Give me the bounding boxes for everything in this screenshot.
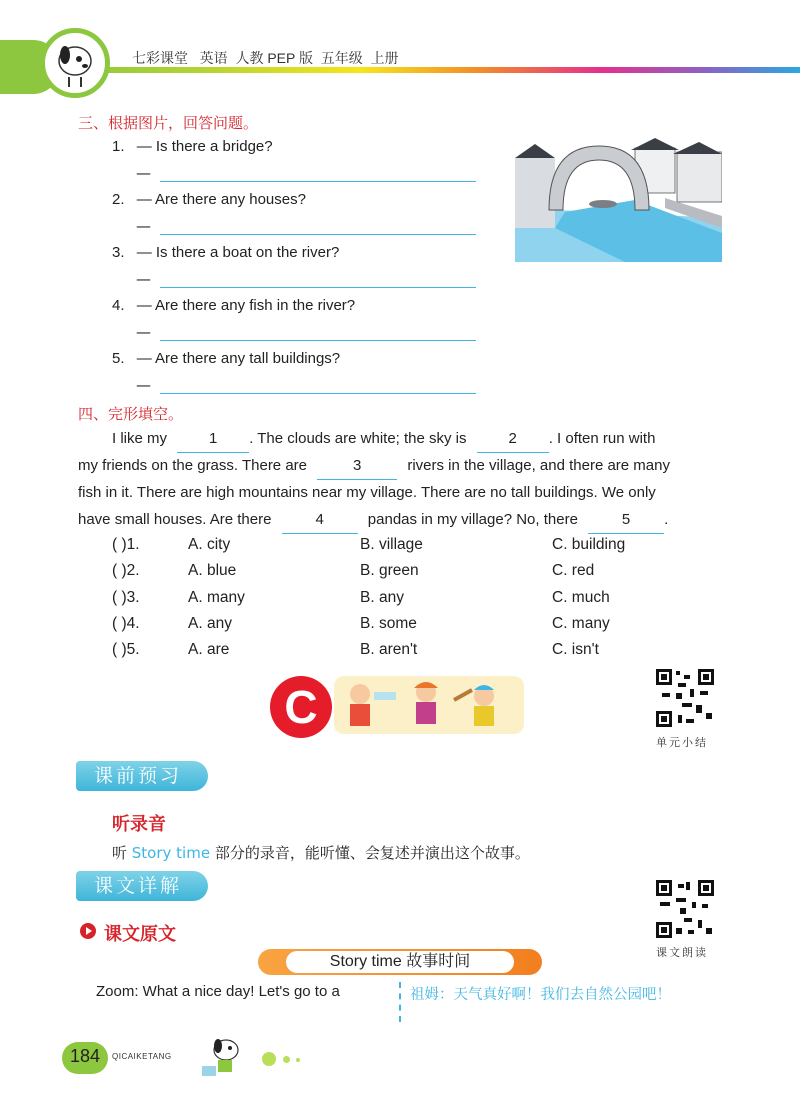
question-3 [112,244,339,261]
option-paren-3[interactable]: ( )3. [112,589,140,606]
option-a: A. any [188,615,232,632]
question-number: 4. [112,297,125,314]
option-c: C. red [552,562,595,579]
story-time-highlight: Story time [131,844,211,862]
qr-caption-unit-summary: 单元小结 [656,736,708,749]
answer-dash: — [136,217,151,235]
kids-illustration [334,676,524,734]
cloze-blank-2[interactable]: 2 [477,425,549,453]
cloze-paragraph-line-1 [112,425,655,453]
story-line-english: Zoom: What a nice day! Let's go to a [96,983,340,1000]
footer-dot-medium [283,1056,290,1063]
cloze-paragraph-line-4 [78,506,668,534]
answer-dash: — [136,270,151,288]
bridge-village-illustration [515,138,722,262]
answer-line-4[interactable] [160,340,476,341]
dog-mascot-icon [198,1036,248,1080]
question-text: — Is there a boat on the river? [136,244,340,261]
option-a: A. city [188,536,231,553]
question-2 [112,191,306,208]
explain-tag: 课文详解 [76,871,208,901]
cloze-blank-3[interactable]: 3 [317,452,397,480]
page-number: 184 [69,1046,101,1066]
option-paren-1[interactable]: ( )1. [112,536,140,553]
cloze-blank-5[interactable]: 5 [588,506,664,534]
section4-title: 四、完形填空。 [78,405,184,423]
cloze-text: . I often run with [548,430,656,447]
header-rainbow-bar [0,67,800,73]
answer-dash: — [136,376,151,394]
divider-dashed [399,982,401,1022]
story-line-chinese: 祖姆：天气真好啊！我们去自然公园吧！ [410,987,671,1003]
footer-brand: QICAIKETANG [112,1052,172,1061]
cloze-text: I like my [112,430,168,447]
option-b: B. aren't [360,641,418,658]
option-paren-5[interactable]: ( )5. [112,641,140,658]
cloze-blank-4[interactable]: 4 [282,506,358,534]
footer-mascot [198,1036,248,1080]
preview-text: 部分的录音，能听懂、会复述并演出这个故事。 [210,844,530,862]
part-c-letter: C [284,681,318,733]
option-a: A. are [188,641,230,658]
qr-code-text-reading[interactable] [656,880,714,938]
option-c: C. many [552,615,610,632]
footer-dot-small [296,1058,300,1062]
qr-code-icon [656,880,714,938]
cloze-blank-1[interactable]: 1 [177,425,249,453]
answer-line-5[interactable] [160,393,476,394]
question-1 [112,138,273,155]
option-a: A. blue [188,562,237,579]
dog-mascot-icon [45,33,105,93]
option-b: B. village [360,536,423,553]
story-banner-label: Story time 故事时间 [286,951,514,973]
cloze-text: rivers in the village, and there are many [407,457,670,474]
answer-dash: — [136,164,151,182]
explain-heading: 课文原文 [104,924,176,945]
question-number: 5. [112,350,125,367]
cloze-text: . [664,511,669,528]
answer-line-1[interactable] [160,181,476,182]
play-arrow-icon [80,923,96,939]
question-text: — Are there any houses? [136,191,306,208]
question-number: 2. [112,191,125,208]
qr-caption-text-reading: 课文朗读 [656,946,708,959]
option-c: C. isn't [552,641,599,658]
answer-line-3[interactable] [160,287,476,288]
question-5 [112,350,340,367]
cloze-paragraph-line-2 [78,452,670,480]
question-text: — Are there any fish in the river? [136,297,356,314]
preview-tag: 课前预习 [76,761,208,791]
header-title: 七彩课堂 英语 人教 PEP 版 五年级 上册 [132,50,399,66]
qr-code-unit-summary[interactable] [656,669,714,727]
question-number: 3. [112,244,125,261]
option-c: C. much [552,589,610,606]
option-paren-2[interactable]: ( )2. [112,562,140,579]
footer-dot-large [262,1052,276,1066]
cloze-text: my friends on the grass. There are [78,457,307,474]
option-b: B. green [360,562,419,579]
answer-line-2[interactable] [160,234,476,235]
section3-title: 三、根据图片，回答问题。 [78,114,259,132]
question-text: — Are there any tall buildings? [136,350,341,367]
cloze-paragraph-line-3: fish in it. There are high mountains near my village. There are no tall buildings. We only [78,484,656,501]
option-a: A. many [188,589,245,606]
preview-heading: 听录音 [112,814,166,835]
question-text: — Is there a bridge? [136,138,273,155]
part-c-badge [270,676,332,738]
answer-dash: — [136,323,151,341]
preview-instruction [112,842,530,863]
preview-text: 听 [112,844,132,862]
option-b: B. some [360,615,417,632]
page-number-badge [62,1042,108,1074]
question-number: 1. [112,138,125,155]
question-4 [112,297,355,314]
mascot-logo [40,28,110,98]
cloze-text: . The clouds are white; the sky is [249,430,467,447]
qr-code-icon [656,669,714,727]
cloze-text: have small houses. Are there [78,511,272,528]
cloze-text: pandas in my village? No, there [367,511,578,528]
option-c: C. building [552,536,626,553]
option-paren-4[interactable]: ( )4. [112,615,140,632]
option-b: B. any [360,589,404,606]
